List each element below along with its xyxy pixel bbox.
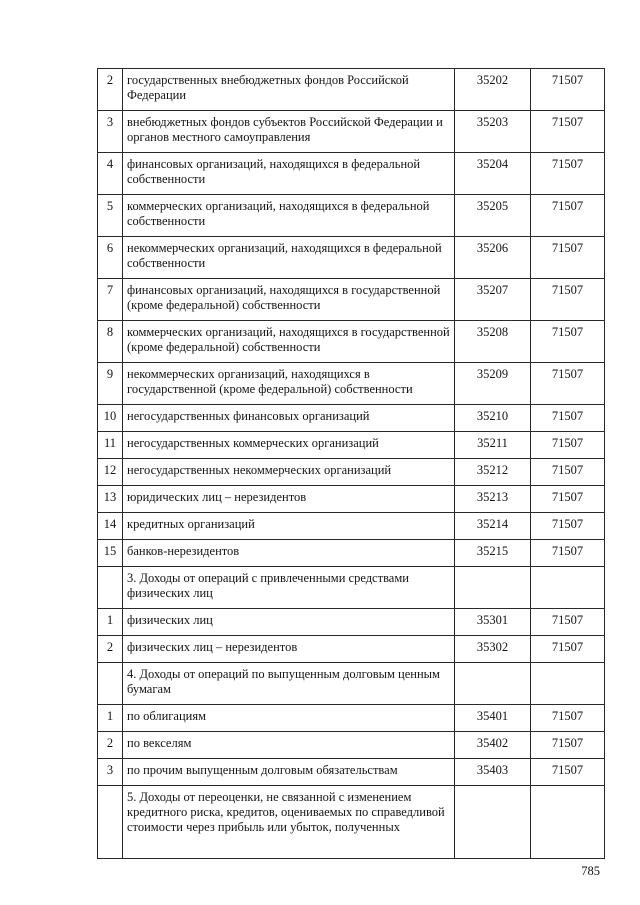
section-heading-row	[98, 663, 605, 705]
table-row	[98, 705, 605, 732]
symbol-code: 71507	[531, 69, 605, 111]
row-number: 12	[98, 459, 123, 486]
row-number	[98, 567, 123, 609]
symbol-code: 71507	[531, 636, 605, 663]
row-number: 6	[98, 237, 123, 279]
row-description: финансовых организаций, находящихся в государственной (кроме федеральной) собственности	[123, 279, 455, 321]
row-description: 3. Доходы от операций с привлеченными средствами физических лиц	[123, 567, 455, 609]
table-row	[98, 636, 605, 663]
symbol-code: 71507	[531, 111, 605, 153]
account-number: 35211	[455, 432, 531, 459]
account-number: 35401	[455, 705, 531, 732]
account-number: 35215	[455, 540, 531, 567]
row-description: государственных внебюджетных фондов Российской Федерации	[123, 69, 455, 111]
row-description: некоммерческих организаций, находящихся в государственной (кроме федеральной) собственности	[123, 363, 455, 405]
account-number: 35205	[455, 195, 531, 237]
symbol-code: 71507	[531, 459, 605, 486]
symbol-code: 71507	[531, 195, 605, 237]
row-description: коммерческих организаций, находящихся в государственной (кроме федеральной) собственности	[123, 321, 455, 363]
row-number: 3	[98, 759, 123, 786]
row-number: 2	[98, 636, 123, 663]
table-row	[98, 153, 605, 195]
row-number: 1	[98, 609, 123, 636]
row-number: 7	[98, 279, 123, 321]
row-number: 13	[98, 486, 123, 513]
account-number: 35402	[455, 732, 531, 759]
row-description: юридических лиц – нерезидентов	[123, 486, 455, 513]
symbol-code: 71507	[531, 432, 605, 459]
table-row	[98, 279, 605, 321]
symbol-code: 71507	[531, 513, 605, 540]
table-row	[98, 540, 605, 567]
table-row	[98, 432, 605, 459]
account-number: 35302	[455, 636, 531, 663]
row-number: 4	[98, 153, 123, 195]
row-number: 9	[98, 363, 123, 405]
symbol-code: 71507	[531, 540, 605, 567]
symbol-code: 71507	[531, 321, 605, 363]
account-number: 35214	[455, 513, 531, 540]
income-accounts-table	[97, 68, 605, 859]
row-description: некоммерческих организаций, находящихся в федеральной собственности	[123, 237, 455, 279]
section-heading-row	[98, 567, 605, 609]
symbol-code: 71507	[531, 759, 605, 786]
row-description: 5. Доходы от переоценки, не связанной с изменением кредитного риска, кредитов, оцениваемых по справедливой стоимости через прибыль или убыток, полученных	[123, 786, 455, 859]
account-number: 35202	[455, 69, 531, 111]
table-row	[98, 405, 605, 432]
table-row	[98, 609, 605, 636]
account-number	[455, 663, 531, 705]
row-description: внебюджетных фондов субъектов Российской Федерации и органов местного самоуправления	[123, 111, 455, 153]
page-number: 785	[581, 864, 600, 878]
table-row	[98, 321, 605, 363]
account-number: 35212	[455, 459, 531, 486]
row-description: по облигациям	[123, 705, 455, 732]
row-number: 2	[98, 732, 123, 759]
row-description: физических лиц	[123, 609, 455, 636]
table-row	[98, 732, 605, 759]
section-heading-row	[98, 786, 605, 859]
account-number: 35301	[455, 609, 531, 636]
account-number: 35206	[455, 237, 531, 279]
row-description: негосударственных некоммерческих организаций	[123, 459, 455, 486]
table-body	[98, 69, 605, 859]
symbol-code: 71507	[531, 705, 605, 732]
row-number: 1	[98, 705, 123, 732]
row-number: 14	[98, 513, 123, 540]
symbol-code: 71507	[531, 486, 605, 513]
symbol-code: 71507	[531, 405, 605, 432]
table-row	[98, 363, 605, 405]
table-row	[98, 69, 605, 111]
row-number: 5	[98, 195, 123, 237]
row-description: негосударственных коммерческих организаций	[123, 432, 455, 459]
row-description: по векселям	[123, 732, 455, 759]
symbol-code: 71507	[531, 237, 605, 279]
table-row	[98, 237, 605, 279]
row-number	[98, 786, 123, 859]
symbol-code: 71507	[531, 609, 605, 636]
row-description: 4. Доходы от операций по выпущенным долговым ценным бумагам	[123, 663, 455, 705]
account-number: 35210	[455, 405, 531, 432]
table-row	[98, 111, 605, 153]
symbol-code: 71507	[531, 279, 605, 321]
account-number: 35213	[455, 486, 531, 513]
row-description: кредитных организаций	[123, 513, 455, 540]
symbol-code	[531, 786, 605, 859]
symbol-code: 71507	[531, 153, 605, 195]
row-number: 11	[98, 432, 123, 459]
row-description: физических лиц – нерезидентов	[123, 636, 455, 663]
symbol-code: 71507	[531, 732, 605, 759]
row-number	[98, 663, 123, 705]
account-number: 35208	[455, 321, 531, 363]
symbol-code: 71507	[531, 363, 605, 405]
symbol-code	[531, 663, 605, 705]
row-description: финансовых организаций, находящихся в федеральной собственности	[123, 153, 455, 195]
row-number: 2	[98, 69, 123, 111]
row-number: 8	[98, 321, 123, 363]
table-row	[98, 759, 605, 786]
row-description: негосударственных финансовых организаций	[123, 405, 455, 432]
account-number: 35209	[455, 363, 531, 405]
row-number: 3	[98, 111, 123, 153]
table-row	[98, 195, 605, 237]
table-row	[98, 459, 605, 486]
account-number	[455, 567, 531, 609]
row-description: по прочим выпущенным долговым обязательствам	[123, 759, 455, 786]
symbol-code	[531, 567, 605, 609]
table-row	[98, 486, 605, 513]
account-number: 35207	[455, 279, 531, 321]
account-number	[455, 786, 531, 859]
row-description: коммерческих организаций, находящихся в федеральной собственности	[123, 195, 455, 237]
account-number: 35403	[455, 759, 531, 786]
account-number: 35204	[455, 153, 531, 195]
table-row	[98, 513, 605, 540]
account-number: 35203	[455, 111, 531, 153]
row-number: 10	[98, 405, 123, 432]
row-number: 15	[98, 540, 123, 567]
row-description: банков-нерезидентов	[123, 540, 455, 567]
